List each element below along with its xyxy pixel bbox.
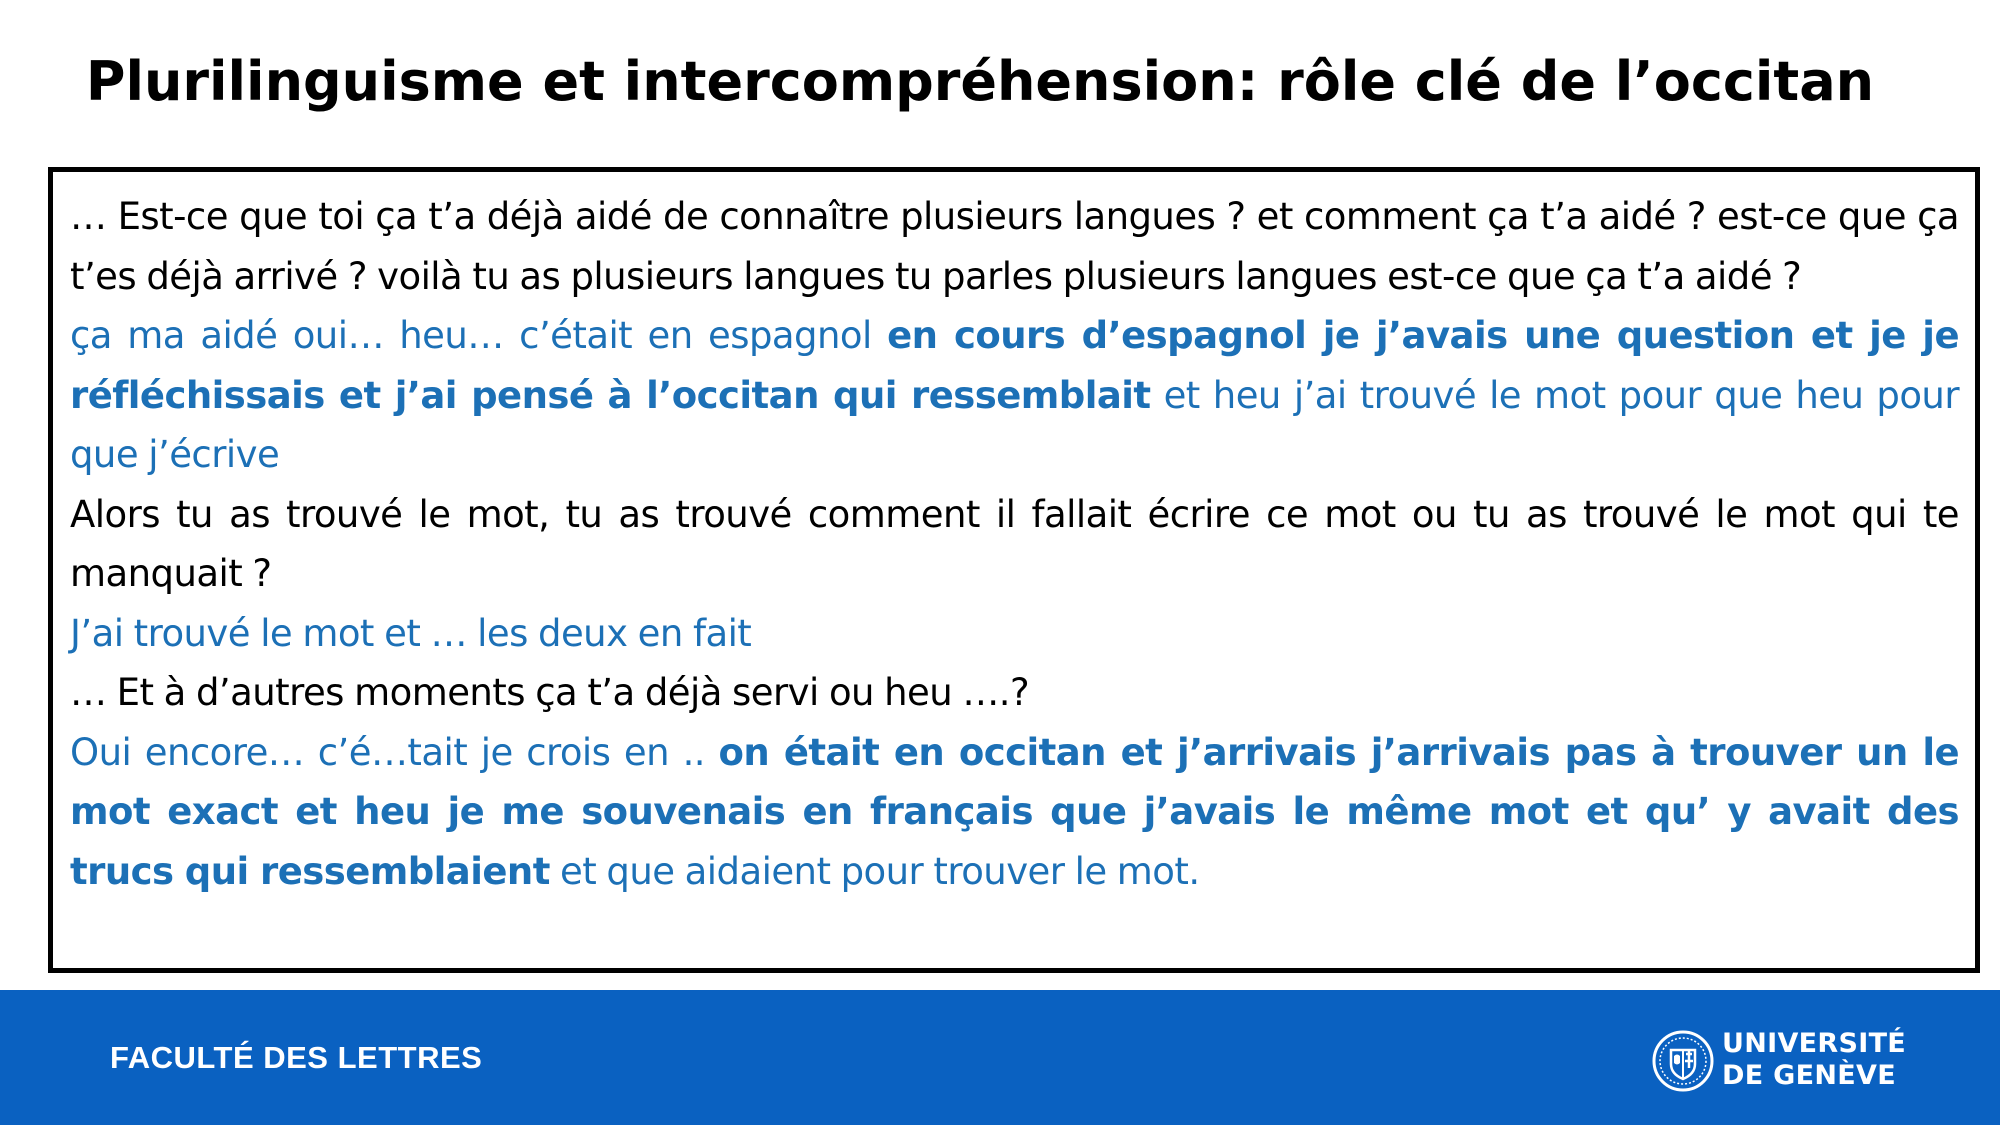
footer-band bbox=[0, 990, 2000, 1125]
pupil-answer bbox=[70, 604, 1959, 664]
answer-text: J’ai trouvé le mot et … les deux en fait bbox=[70, 611, 752, 655]
interviewer-question bbox=[70, 485, 1959, 604]
university-seal-icon bbox=[1652, 1030, 1714, 1092]
pupil-answer bbox=[70, 723, 1959, 902]
answer-text: et que aidaient pour trouver le mot. bbox=[549, 849, 1200, 893]
pupil-answer bbox=[70, 306, 1959, 485]
slide-title: Plurilinguisme et intercompréhension: rôle clé de l’occitan bbox=[85, 50, 1875, 113]
interviewer-question bbox=[70, 663, 1959, 723]
answer-text: Oui encore… c’é…tait je crois en .. bbox=[70, 730, 719, 774]
question-text: … Est-ce que toi ça t’a déjà aidé de connaître plusieurs langues ? et comment ça t’a aidé ? est-ce que ça t’es déjà arrivé ? voilà tu as plusieurs langues tu parles plusieurs langues est-ce que ça t’a aidé ? bbox=[70, 195, 1959, 298]
university-name-line2: DE GENÈVE bbox=[1722, 1060, 1896, 1091]
question-text: … Et à d’autres moments ça t’a déjà servi ou heu ….? bbox=[70, 671, 1030, 714]
faculty-name: FACULTÉ DES LETTRES bbox=[110, 1040, 483, 1075]
answer-emphasis: on était en occitan et j’arrivais j’arrivais pas à trouver un le mot exact et heu je me souvenais en français que j’avais le même mot et qu’ y avait des trucs qui ressemblaient bbox=[70, 730, 1959, 893]
question-text: Alors tu as trouvé le mot, tu as trouvé comment il fallait écrire ce mot ou tu as trouvé le mot qui te manquait ? bbox=[70, 492, 1959, 595]
university-logo[interactable] bbox=[1652, 1026, 1907, 1096]
university-name-line1: UNIVERSITÉ bbox=[1722, 1028, 1907, 1059]
answer-emphasis: en cours d’espagnol je j’avais une question et je je réfléchissais et j’ai pensé à l’occitan qui ressemblait bbox=[70, 314, 1959, 417]
interviewer-question bbox=[70, 187, 1959, 306]
answer-text: ça ma aidé oui… heu… c’était en espagnol bbox=[70, 314, 888, 357]
answer-text: et heu j’ai trouvé le mot pour que heu pour que j’écrive bbox=[70, 373, 1959, 476]
transcript-box bbox=[48, 167, 1980, 973]
